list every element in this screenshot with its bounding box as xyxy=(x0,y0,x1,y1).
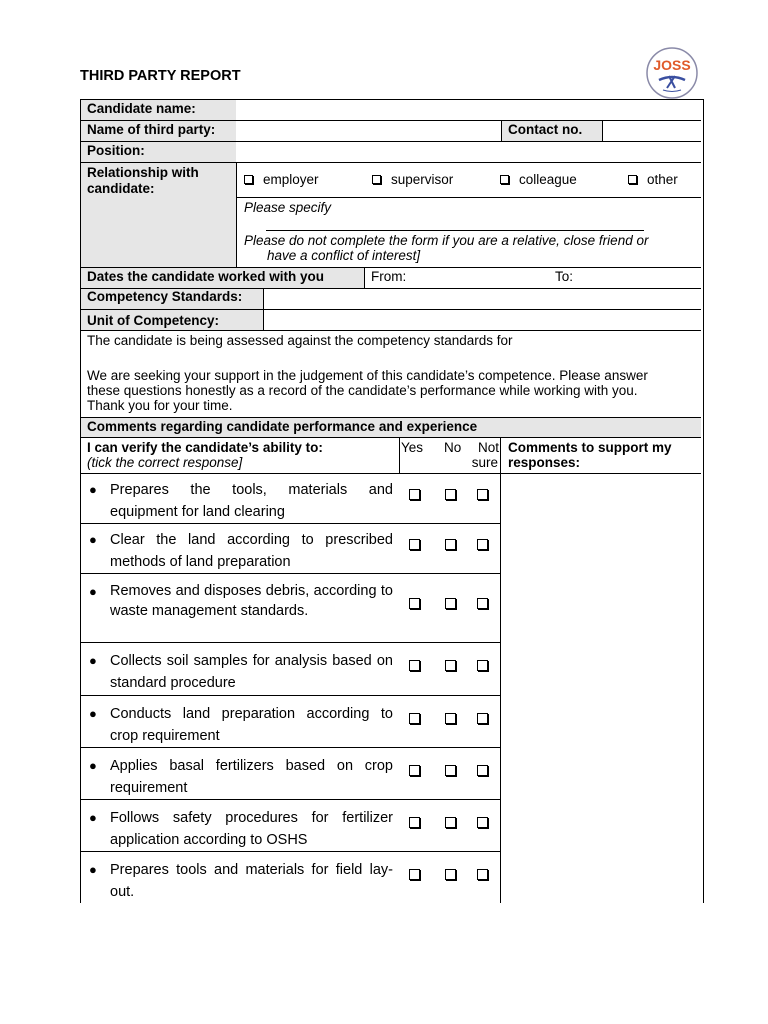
bullet-icon: ● xyxy=(89,532,97,547)
third-party-label: Name of third party: xyxy=(81,121,236,141)
comments-divider xyxy=(500,438,501,473)
bullet-icon: ● xyxy=(89,810,97,825)
item-text: Removes and disposes debris, according to waste management standards. xyxy=(110,583,393,619)
item-text: Prepares the tools, materials and equipment for land clearing xyxy=(110,482,393,520)
option-employer[interactable]: employer xyxy=(244,172,319,187)
not-sure-checkbox[interactable] xyxy=(477,867,489,879)
comments-heading: Comments regarding candidate performance and experience xyxy=(87,419,478,434)
option-colleague[interactable]: colleague xyxy=(500,172,577,187)
item-text: Clear the land according to prescribed methods of land preparation xyxy=(110,532,393,570)
bullet-icon: ● xyxy=(89,482,97,497)
bullet-icon: ● xyxy=(89,862,97,877)
not-sure-checkbox[interactable] xyxy=(477,711,489,723)
checklist-item xyxy=(81,748,500,800)
unit-competency-row xyxy=(81,310,701,331)
intro-line3: these questions honestly as a record of the candidate’s performance while working with you. xyxy=(87,383,638,398)
yes-header: Yes xyxy=(401,440,424,455)
to-field[interactable] xyxy=(549,268,701,288)
item-text: Collects soil samples for analysis based on standard procedure xyxy=(110,653,393,691)
verify-heading: I can verify the candidate’s ability to: xyxy=(87,440,323,455)
intro-block xyxy=(81,331,701,418)
no-checkbox[interactable] xyxy=(445,537,457,549)
item-text: Prepares tools and materials for field lay-out. xyxy=(110,862,393,900)
comments-heading-row xyxy=(81,418,701,438)
competency-standards-label: Competency Standards: xyxy=(81,289,263,309)
comments-field[interactable] xyxy=(500,474,703,903)
competency-standards-field[interactable] xyxy=(263,289,701,309)
no-checkbox[interactable] xyxy=(445,763,457,775)
yes-checkbox[interactable] xyxy=(409,763,421,775)
no-checkbox[interactable] xyxy=(445,596,457,608)
intro-line1: The candidate is being assessed against the competency standards for xyxy=(87,333,513,348)
item-text: Follows safety procedures for fertilizer application according to OSHS xyxy=(110,810,393,848)
third-party-row xyxy=(81,121,701,142)
from-field[interactable] xyxy=(364,268,549,288)
not-sure-header-1: Not xyxy=(478,440,500,455)
not-sure-checkbox[interactable] xyxy=(477,658,489,670)
checkbox-icon[interactable] xyxy=(500,175,509,184)
specify-area xyxy=(236,197,701,267)
bullet-icon: ● xyxy=(89,758,97,773)
comments-header-2: responses: xyxy=(508,455,581,470)
checkbox-icon[interactable] xyxy=(372,175,381,184)
checkbox-icon[interactable] xyxy=(244,175,253,184)
bullet-icon: ● xyxy=(89,653,97,668)
checklist-item xyxy=(81,800,500,852)
checklist-item xyxy=(81,474,500,524)
contact-no-field[interactable] xyxy=(602,121,701,141)
specify-line[interactable] xyxy=(266,230,644,231)
option-other[interactable]: other xyxy=(628,172,678,187)
checklist-item xyxy=(81,574,500,643)
not-sure-checkbox[interactable] xyxy=(477,815,489,827)
competency-standards-row xyxy=(81,289,701,310)
checkbox-icon[interactable] xyxy=(628,175,637,184)
verify-header-row xyxy=(81,438,701,474)
yes-checkbox[interactable] xyxy=(409,658,421,670)
to-label: To: xyxy=(555,269,574,284)
not-sure-checkbox[interactable] xyxy=(477,596,489,608)
comments-header-1: Comments to support my xyxy=(508,440,672,455)
option-supervisor[interactable]: supervisor xyxy=(372,172,453,187)
not-sure-header-2: sure xyxy=(471,455,498,470)
page-title: THIRD PARTY REPORT xyxy=(80,68,241,84)
no-header: No xyxy=(444,440,462,455)
checklist-item xyxy=(81,852,500,903)
checklist-item xyxy=(81,643,500,696)
third-party-form xyxy=(80,99,704,903)
position-row xyxy=(81,142,701,163)
yes-divider xyxy=(399,438,400,473)
from-label: From: xyxy=(371,269,407,284)
candidate-name-row xyxy=(81,100,701,121)
not-sure-checkbox[interactable] xyxy=(477,763,489,775)
verify-instruction: (tick the correct response] xyxy=(87,455,243,470)
unit-competency-label: Unit of Competency: xyxy=(81,310,263,330)
relative-note-line2: have a conflict of interest] xyxy=(267,248,421,263)
bullet-icon: ● xyxy=(89,584,97,599)
yes-checkbox[interactable] xyxy=(409,537,421,549)
not-sure-checkbox[interactable] xyxy=(477,537,489,549)
candidate-name-field[interactable] xyxy=(236,100,701,120)
candidate-name-label: Candidate name: xyxy=(81,100,236,120)
no-checkbox[interactable] xyxy=(445,711,457,723)
relationship-options xyxy=(236,163,701,198)
position-field[interactable] xyxy=(236,142,701,162)
item-text: Conducts land preparation according to crop requirement xyxy=(110,706,393,744)
yes-checkbox[interactable] xyxy=(409,815,421,827)
checklist-item xyxy=(81,696,500,748)
position-label: Position: xyxy=(81,142,236,162)
unit-competency-field[interactable] xyxy=(263,310,701,330)
contact-no-label: Contact no. xyxy=(501,121,602,141)
dates-row xyxy=(81,268,701,289)
no-checkbox[interactable] xyxy=(445,867,457,879)
no-checkbox[interactable] xyxy=(445,487,457,499)
relative-note-line1: Please do not complete the form if you are a relative, close friend or xyxy=(244,233,649,248)
yes-checkbox[interactable] xyxy=(409,711,421,723)
item-text: Applies basal fertilizers based on crop requirement xyxy=(110,758,393,796)
joss-logo xyxy=(645,46,699,100)
relationship-row xyxy=(81,163,701,268)
bullet-icon: ● xyxy=(89,706,97,721)
yes-checkbox[interactable] xyxy=(409,596,421,608)
dates-label: Dates the candidate worked with you xyxy=(81,268,364,288)
logo-text: JOSS xyxy=(653,57,691,73)
no-checkbox[interactable] xyxy=(445,815,457,827)
intro-line4: Thank you for your time. xyxy=(87,398,233,413)
yes-checkbox[interactable] xyxy=(409,867,421,879)
intro-line2: We are seeking your support in the judgement of this candidate’s competence. Please answer xyxy=(87,368,648,383)
yes-checkbox[interactable] xyxy=(409,487,421,499)
not-sure-checkbox[interactable] xyxy=(477,487,489,499)
please-specify-label: Please specify xyxy=(244,200,332,215)
third-party-field[interactable] xyxy=(236,121,501,141)
checklist-item xyxy=(81,524,500,574)
no-checkbox[interactable] xyxy=(445,658,457,670)
relationship-label: Relationship with candidate: xyxy=(81,163,236,267)
